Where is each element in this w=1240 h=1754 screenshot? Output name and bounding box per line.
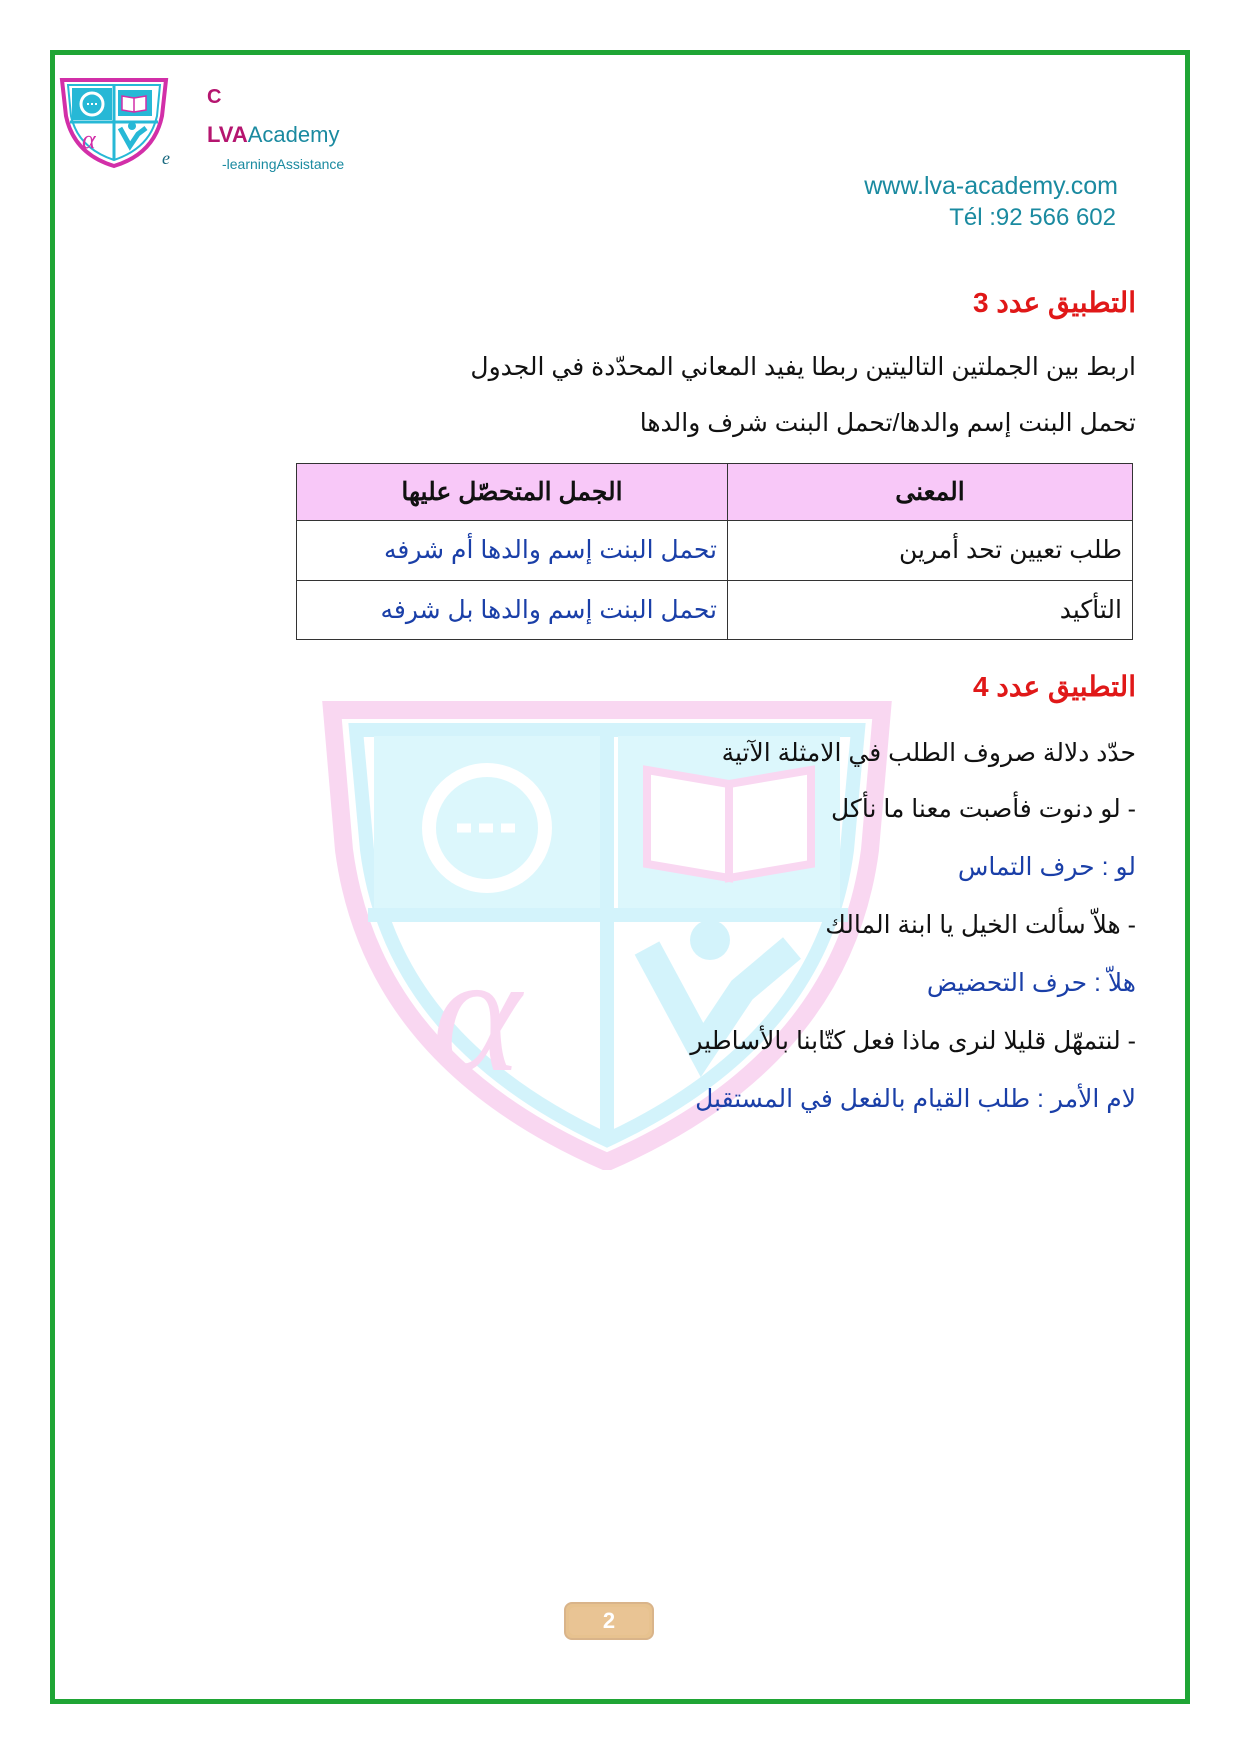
exercise4-instruction: حدّد دلالة صروف الطلب في الامثلة الآتية	[721, 739, 1136, 767]
exercise3-instruction: اربط بين الجملتين التاليتين ربطا يفيد المعاني المحدّدة في الجدول	[470, 353, 1136, 381]
brand-letter-e: e	[162, 148, 170, 168]
example-sentence: - لو دنوت فأصبت معنا ما نأكل	[831, 795, 1136, 823]
table-cell-sentence: تحمل البنت إسم والدها أم شرفه	[297, 521, 728, 580]
example-answer: لام الأمر : طلب القيام بالفعل في المستقبل	[695, 1085, 1136, 1113]
svg-text:α: α	[82, 125, 96, 154]
table-row	[297, 521, 1133, 580]
example-sentence: - هلاّ سألت الخيل يا ابنة المالك	[825, 911, 1136, 939]
example-answer: لو : حرف التماس	[957, 853, 1136, 881]
meanings-table	[296, 463, 1133, 640]
table-cell-meaning: طلب تعيين تحد أمرين	[728, 521, 1133, 580]
svg-text:α: α	[432, 919, 522, 1107]
table-row	[297, 580, 1133, 639]
table-header-sentence: الجمل المتحصّل عليها	[297, 464, 728, 521]
table-header-meaning: المعنى	[728, 464, 1133, 521]
website-link[interactable]: www.lva-academy.com	[864, 172, 1118, 200]
table-cell-sentence: تحمل البنت إسم والدها بل شرفه	[297, 580, 728, 639]
brand-academy: Academy	[247, 122, 340, 147]
table-cell-meaning: التأكيد	[728, 580, 1133, 639]
lva-academy-logo	[58, 76, 170, 170]
brand-tagline: -learningAssistance	[222, 156, 345, 172]
example-answer: هلاّ : حرف التحضيض	[926, 969, 1136, 997]
brand-letter-c: C	[207, 86, 222, 108]
brand-lva: LVA	[207, 122, 248, 147]
phone-number: Tél :92 566 602	[949, 204, 1116, 231]
page-number-badge	[564, 1602, 654, 1640]
exercise4-title: التطبيق عدد 4	[973, 671, 1136, 702]
table-header-row	[297, 464, 1133, 521]
exercise3-title: التطبيق عدد 3	[973, 287, 1136, 318]
brand-name	[207, 122, 339, 148]
page-number: 2	[569, 1607, 649, 1635]
example-sentence: - لنتمهّل قليلا لنرى ماذا فعل كتّابنا بالأساطير	[690, 1027, 1136, 1055]
exercise3-sentences: تحمل البنت إسم والدها/تحمل البنت شرف والدها	[639, 409, 1136, 437]
